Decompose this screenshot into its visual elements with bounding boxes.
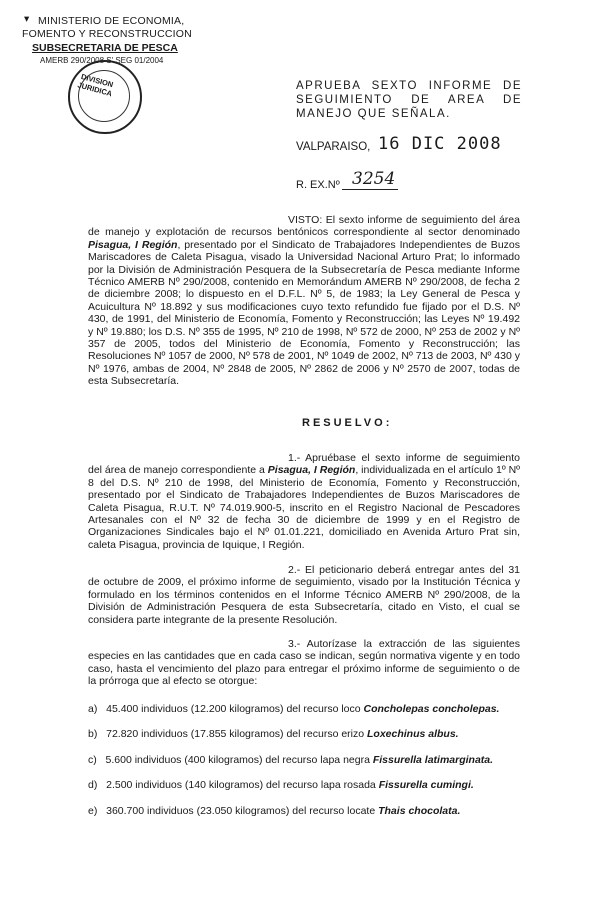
ministry-line2: FOMENTO Y RECONSTRUCCION bbox=[22, 28, 192, 40]
date-stamp: 16 DIC 2008 bbox=[378, 134, 502, 154]
division-juridica-stamp bbox=[68, 60, 142, 134]
resolution-number: 3254 bbox=[352, 169, 396, 189]
article1-sector: Pisagua, I Región bbox=[267, 464, 356, 477]
resuelvo-heading: RESUELVO: bbox=[302, 417, 393, 429]
list-item: e) 360.700 individuos (23.050 kilogramos) del recurso locate Thais chocolata. bbox=[88, 805, 461, 817]
article-2: 2.- El peticionario deberá entregar antes del 31 de octubre de 2009, el próximo informe de seguimiento, visado por la Institución Técnica y formulado en los términos contenidos en el Informe Técnico AMERB Nº 290/2008, de la División de Administración Pesquera de esta Subsecretaría, citado en Visto, el cual se considera parte integrante de la presente Resolución. bbox=[88, 564, 520, 626]
list-item: d) 2.500 individuos (140 kilogramos) del recurso lapa rosada Fissurella cumingi. bbox=[88, 779, 474, 791]
document-title: APRUEBA SEXTO INFORME DE SEGUIMIENTO DE AREA DE MANEJO QUE SEÑALA. bbox=[296, 80, 522, 120]
visto-sector: Pisagua, I Región bbox=[88, 238, 178, 251]
ministry-line1: MINISTERIO DE ECONOMIA, bbox=[38, 15, 185, 27]
visto-lead: VISTO: bbox=[288, 214, 323, 226]
place: VALPARAISO, bbox=[296, 141, 371, 153]
visto-section: VISTO: El sexto informe de seguimiento del área de manejo y explotación de recursos bentónicos correspondiente al sector denominado Pisagua, I Región, presentado por el Sindicato de Trabajadores Independientes de Buzos Mariscadores de Caleta Pisagua, visado la Universidad Nacional Arturo Prat; lo informado por la División de Administración Pesquera de la Subsecretaría de Pesca mediante Informe Técnico AMERB Nº 290/2008, contenido en Memorándum AMERB Nº 290/2008, de fecha 2 de diciembre 2008; lo dispuesto en el D.F.L. Nº 5, de 1983; la Ley General de Pesca y Acuicultura Nº 18.892 y sus modificaciones cuyo texto refundido fue fijado por el D.S. Nº 430, de 1991, del Ministerio de Economía, Fomento y Reconstrucción; las Leyes Nº 19.492 y Nº 19.880; los D.S. Nº 355 de 1995, Nº 210 de 1998, Nº 572 de 2000, Nº 253 de 2002 y Nº 357 de 2005, todos del Ministerio de Economía, Fomento y Reconstrucción; las Resoluciones Nº 1057 de 2000, Nº 578 de 2001, Nº 1049 de 2002, Nº 713 de 2003, Nº 430 y Nº 1976, ambas de 2004, Nº 2848 de 2005, Nº 2862 de 2006 y Nº 2570 de 2007, todas de esta Subsecretaría. bbox=[88, 214, 520, 388]
list-item: b) 72.820 individuos (17.855 kilogramos) del recurso erizo Loxechinus albus. bbox=[88, 728, 459, 740]
header-reference: AMERB 290/2008 S' SEG 01/2004 bbox=[40, 56, 164, 65]
stamp-text: DIVISION JURIDICA bbox=[76, 72, 115, 99]
article-1: 1.- Apruébase el sexto informe de seguimiento del área de manejo correspondiente a Pisagua, I Región, individualizada en el artículo 1º Nº 8 del D.S. Nº 210 de 1998, del Ministerio de Economía, Fomento y Reconstrucción, presentado por el Sindicato de Trabajadores Independientes de Buzos Mariscadores de Caleta Pisagua, R.U.T. Nº 74.019.900-5, inscrito en el Registro Nacional de Pescadores Artesanales con el Nº 32 de fecha 30 de diciembre de 1999 y en el Registro de Organizaciones Sindicales bajo el Nº 01.01.221, domiciliado en Avenida Arturo Prat sin, caleta Pisagua, provincia de Iquique, I Región. bbox=[88, 452, 521, 551]
list-item: c) 5.600 individuos (400 kilogramos) del recurso lapa negra Fissurella latimarginata. bbox=[88, 754, 494, 766]
resolution-underline bbox=[342, 189, 398, 190]
list-item: a) 45.400 individuos (12.200 kilogramos) del recurso loco Concholepas concholepas. bbox=[88, 703, 500, 715]
subsecretaria: SUBSECRETARIA DE PESCA bbox=[32, 42, 178, 54]
article-3: 3.- Autorízase la extracción de las siguientes especies en las cantidades que en cada caso se indican, según normativa vigente y en todo caso, hasta el vencimiento del plazo para entregar el próximo informe de seguimiento o de la prórroga que al efecto se otorgue: bbox=[88, 638, 520, 688]
resolution-label: R. EX.Nº bbox=[296, 179, 340, 191]
ministry-mark: ▾ bbox=[24, 13, 30, 25]
